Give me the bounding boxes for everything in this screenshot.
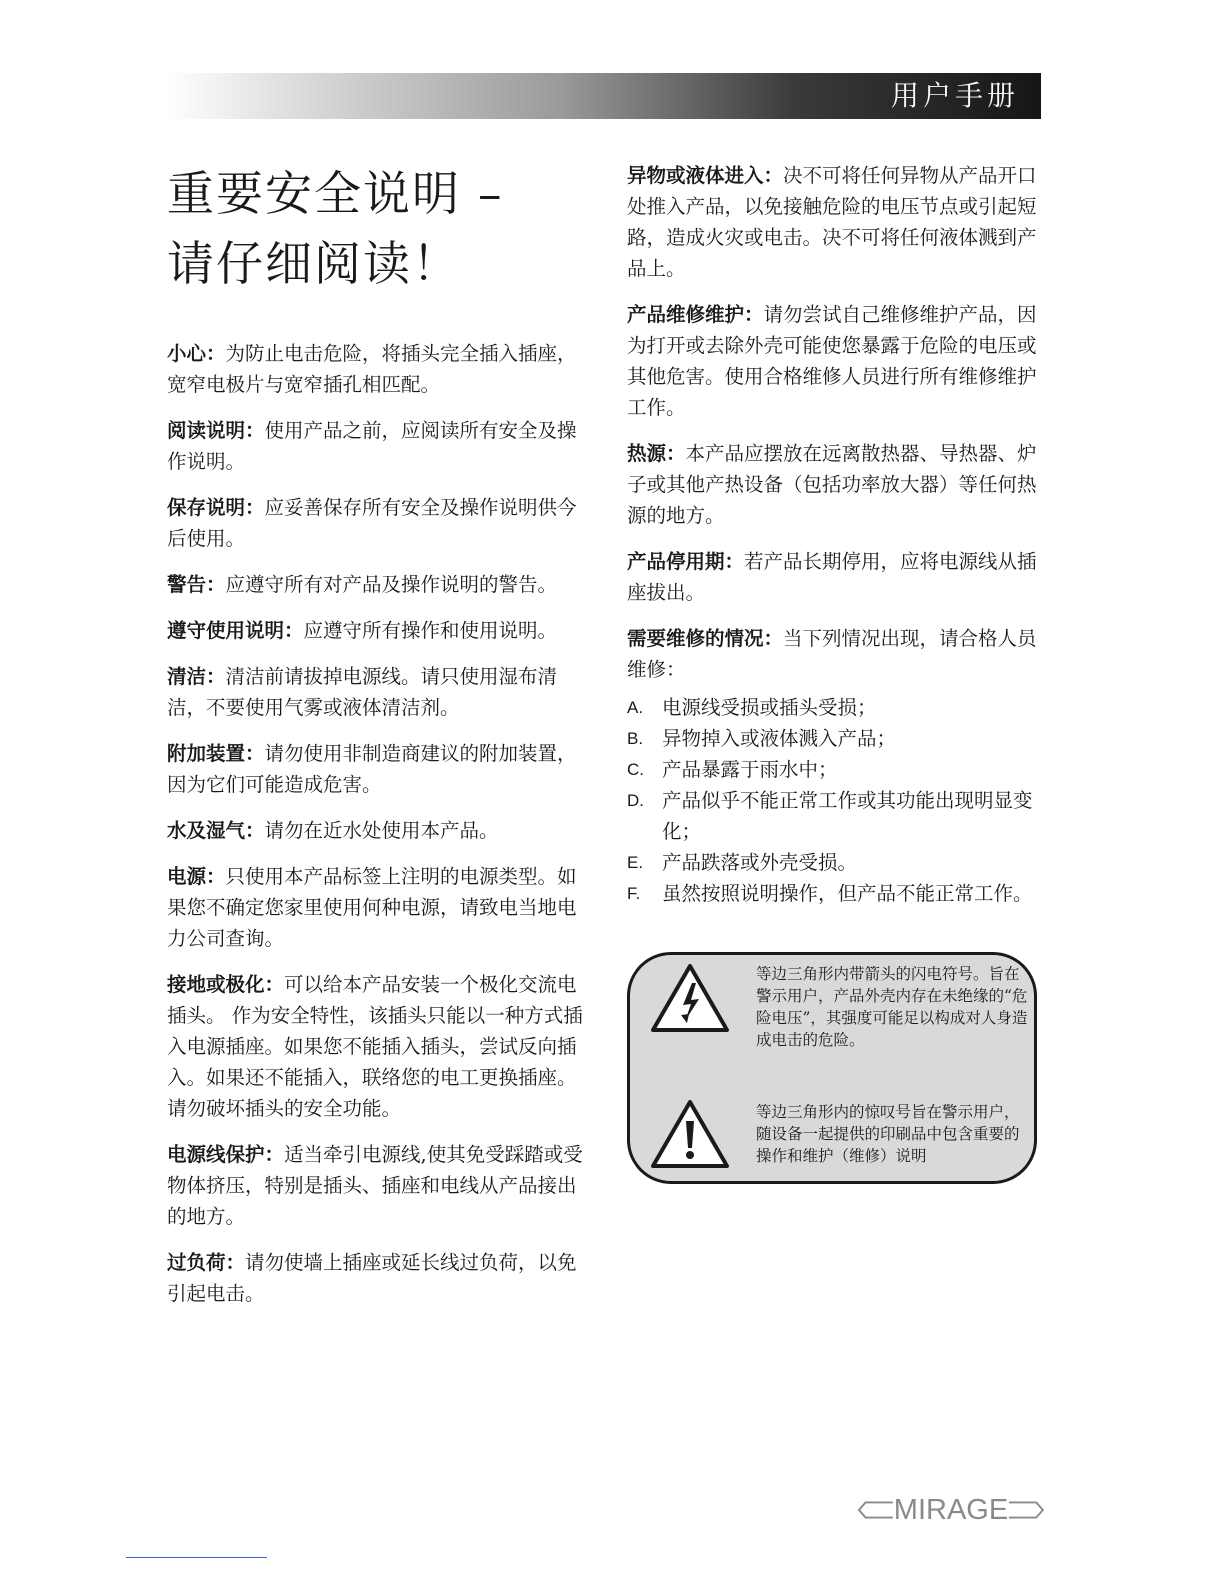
- footer-link-underline: [126, 1557, 267, 1558]
- list-item-text: 产品似乎不能正常工作或其功能出现明显变化；: [662, 789, 1033, 843]
- safety-item: [627, 623, 1047, 685]
- right-column: [627, 160, 1047, 909]
- safety-item-term: 小心：: [167, 342, 226, 365]
- list-item-letter: A.: [627, 698, 644, 717]
- safety-item-text: 当下列情况出现，请合格人员维修：: [627, 627, 1037, 681]
- safety-item: [167, 1139, 587, 1232]
- safety-item-term: 保存说明：: [167, 496, 265, 519]
- safety-item-text: 只使用本产品标签上注明的电源类型。如果您不确定您家里使用何种电源，请致电当地电力公司查询。: [167, 865, 577, 950]
- safety-item-term: 电源：: [167, 865, 226, 888]
- lightning-warning-text: 等边三角形内带箭头的闪电符号。旨在警示用户，产品外壳内存在未绝缘的“危险电压”，其强度可能足以构成对人身造成电击的危险。: [756, 965, 1028, 1049]
- safety-item-text: 使用产品之前，应阅读所有安全及操作说明。: [167, 419, 577, 473]
- list-item: [627, 847, 1047, 878]
- safety-item-term: 遵守使用说明：: [167, 619, 304, 642]
- service-conditions-list: [627, 692, 1047, 909]
- safety-item-text: 可以给本产品安装一个极化交流电插头。 作为安全特性，该插头只能以一种方式插入电源插座。如果您不能插入插头，尝试反向插入。如果还不能插入，联络您的电工更换插座。请勿破坏插头的安全功能。: [167, 973, 583, 1120]
- safety-item-text: 请勿使墙上插座或延长线过负荷，以免引起电击。: [167, 1251, 577, 1305]
- safety-item: [167, 1247, 587, 1309]
- safety-item: [167, 738, 587, 800]
- safety-item-term: 阅读说明：: [167, 419, 265, 442]
- title-line-2: 请仔细阅读！: [167, 237, 461, 292]
- header-bar: [167, 73, 1041, 119]
- safety-item-text: 若产品长期停用，应将电源线从插座拔出。: [627, 550, 1037, 604]
- safety-item-text: 应遵守所有对产品及操作说明的警告。: [225, 573, 558, 596]
- safety-item-term: 过负荷：: [167, 1251, 246, 1274]
- safety-item-text: 适当牵引电源线,使其免受踩踏或受物体挤压，特别是插头、插座和电线从产品接出的地方。: [167, 1143, 583, 1228]
- manual-title: 用户手册: [890, 79, 1019, 112]
- safety-item: [627, 438, 1047, 531]
- safety-item-text: 请勿在近水处使用本产品。: [264, 819, 499, 842]
- lightning-triangle-icon: [650, 963, 730, 1033]
- list-item: [627, 785, 1047, 847]
- brand-name: MIRAGE: [893, 1493, 1009, 1526]
- exclamation-warning-text: 等边三角形内的惊叹号旨在警示用户，随设备一起提供的印刷品中包含重要的操作和维护（维修）说明: [756, 1103, 1020, 1165]
- title-line-1: 重要安全说明 –: [167, 167, 504, 222]
- safety-item: [167, 661, 587, 723]
- safety-item-text: 决不可将任何异物从产品开口处推入产品，以免接触危险的电压节点或引起短路，造成火灾或电击。决不可将任何液体溅到产品上。: [627, 164, 1037, 280]
- right-items: [627, 160, 1047, 685]
- left-column: [167, 160, 587, 1324]
- list-item-letter: B.: [627, 729, 644, 748]
- list-item-letter: F.: [627, 884, 641, 903]
- safety-item: [167, 861, 587, 954]
- safety-item: [167, 569, 587, 600]
- list-item-text: 异物掉入或液体溅入产品；: [662, 727, 897, 750]
- safety-item-term: 水及湿气：: [167, 819, 265, 842]
- safety-item: [167, 338, 587, 400]
- safety-item-term: 接地或极化：: [167, 973, 285, 996]
- list-item-letter: E.: [627, 853, 644, 872]
- safety-item-term: 警告：: [167, 573, 226, 596]
- list-item-letter: C.: [627, 760, 644, 779]
- safety-item-term: 异物或液体进入：: [627, 164, 784, 187]
- safety-item-text: 为防止电击危险，将插头完全插入插座，宽窄电极片与宽窄插孔相匹配。: [167, 342, 577, 396]
- mirage-logo: [858, 1492, 1044, 1528]
- list-item-text: 产品跌落或外壳受损。: [662, 851, 858, 874]
- warning-symbols-box: [627, 952, 1037, 1184]
- list-item: [627, 723, 1047, 754]
- safety-item-term: 电源线保护：: [167, 1143, 285, 1166]
- safety-item: [167, 415, 587, 477]
- safety-item-text: 应妥善保存所有安全及操作说明供今后使用。: [167, 496, 577, 550]
- safety-item-term: 热源：: [627, 442, 686, 465]
- list-item-letter: D.: [627, 791, 644, 810]
- safety-item-term: 清洁：: [167, 665, 226, 688]
- safety-item: [167, 969, 587, 1124]
- logo-left-chevron-icon: [858, 1498, 894, 1522]
- safety-item-text: 应遵守所有操作和使用说明。: [303, 619, 558, 642]
- list-item-text: 虽然按照说明操作，但产品不能正常工作。: [662, 882, 1033, 905]
- list-item-text: 电源线受损或插头受损；: [662, 696, 877, 719]
- safety-item-text: 请勿尝试自己维修维护产品，因为打开或去除外壳可能使您暴露于危险的电压或其他危害。使用合格维修人员进行所有维修维护工作。: [627, 303, 1037, 419]
- safety-item: [167, 815, 587, 846]
- list-item: [627, 878, 1047, 909]
- exclamation-triangle-icon: [650, 1099, 730, 1169]
- safety-item-term: 产品停用期：: [627, 550, 745, 573]
- safety-item-term: 需要维修的情况：: [627, 627, 784, 650]
- safety-item: [167, 492, 587, 554]
- safety-item: [167, 615, 587, 646]
- list-item: [627, 692, 1047, 723]
- safety-item: [627, 160, 1047, 284]
- safety-item: [627, 299, 1047, 423]
- safety-item-text: 请勿使用非制造商建议的附加装置，因为它们可能造成危害。: [167, 742, 577, 796]
- safety-item-term: 附加装置：: [167, 742, 265, 765]
- safety-item-term: 产品维修维护：: [627, 303, 764, 326]
- safety-item-text: 本产品应摆放在远离散热器、导热器、炉子或其他产热设备（包括功率放大器）等任何热源的地方。: [627, 442, 1037, 527]
- left-items: [167, 338, 587, 1309]
- page-title: [167, 160, 587, 300]
- list-item-text: 产品暴露于雨水中；: [662, 758, 838, 781]
- list-item: [627, 754, 1047, 785]
- safety-item: [627, 546, 1047, 608]
- safety-item-text: 清洁前请拔掉电源线。请只使用湿布清洁，不要使用气雾或液体清洁剂。: [167, 665, 558, 719]
- logo-right-chevron-icon: [1008, 1498, 1044, 1522]
